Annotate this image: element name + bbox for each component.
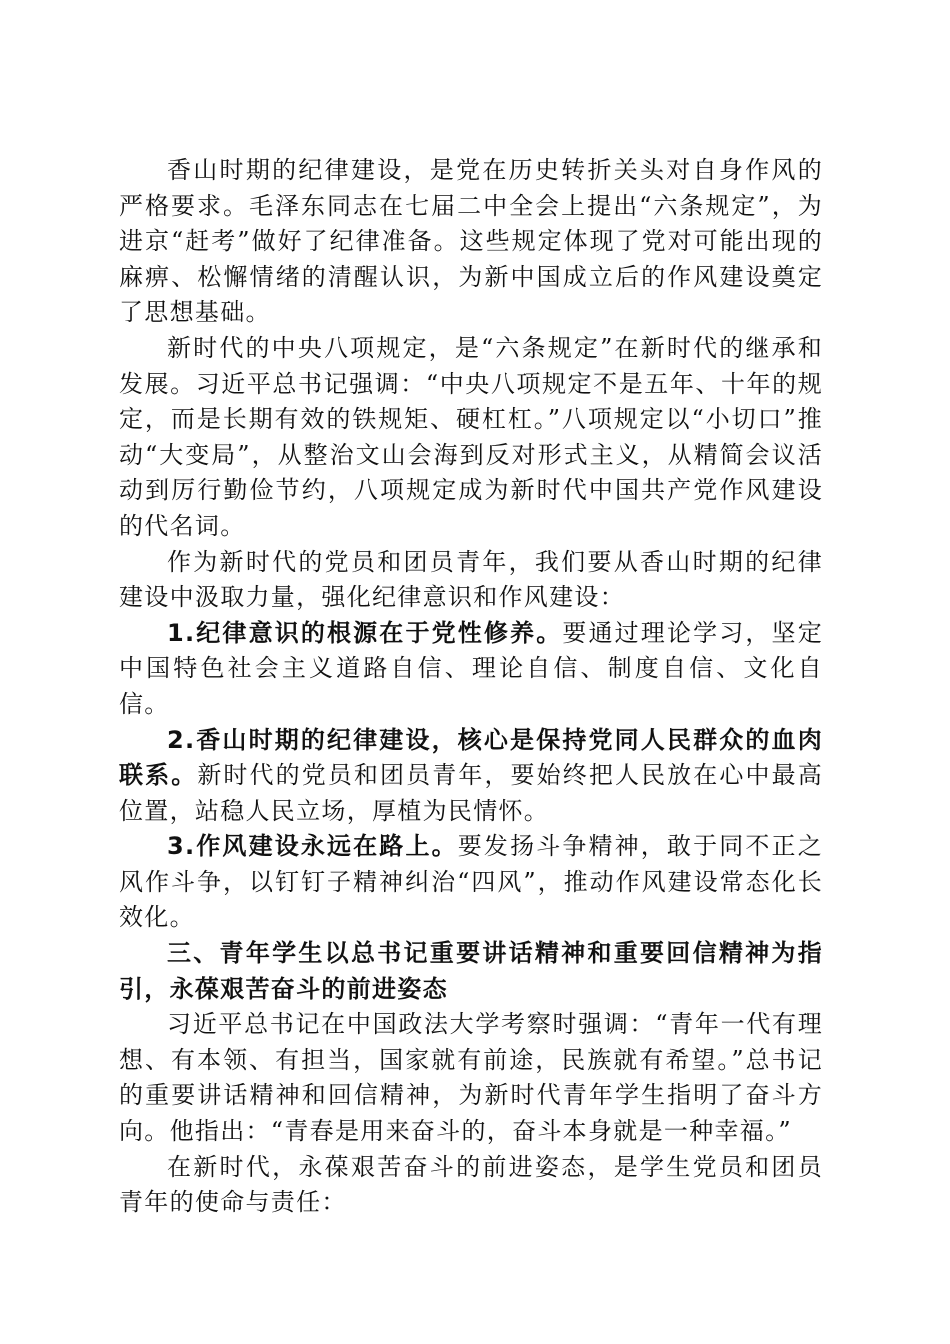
point-title: 3.作风建设永远在路上。: [167, 832, 458, 861]
document-body: [119, 153, 823, 1221]
point-title: 2.香山时期的纪律建设，核心是保持党同人民群众的血肉联系。: [119, 725, 823, 790]
paragraph-xiangshan-discipline: 香山时期的纪律建设，是党在历史转折关头对自身作风的严格要求。毛泽东同志在七届二中全会上提出“六条规定”，为进京“赶考”做好了纪律准备。这些规定体现了党对可能出现的麻痹、松懈情绪的清醒认识，为新中国成立后的作风建设奠定了思想基础。: [119, 156, 823, 327]
point-text: 要发扬斗争精神，敢于同不正之风作斗争，以钉钉子精神纠治“四风”，推动作风建设常态化长效化。: [119, 832, 824, 932]
paragraph-eight-regulations: 新时代的中央八项规定，是“六条规定”在新时代的继承和发展。习近平总书记强调：“中央八项规定不是五年、十年的规定，而是长期有效的铁规矩、硬杠杠。”八项规定以“小切口”推动“大变局”，从整治文山会海到反对形式主义，从精简会议活动到厉行勤俭节约，八项规定成为新时代中国共产党作风建设的代名词。: [119, 333, 823, 540]
paragraph-mission: 在新时代，永葆艰苦奋斗的前进姿态，是学生党员和团员青年的使命与责任：: [119, 1152, 823, 1217]
point-item: [119, 723, 823, 830]
paragraph-speech-quote: 习近平总书记在中国政法大学考察时强调：“青年一代有理想、有本领、有担当，国家就有前途，民族就有希望。”总书记的重要讲话精神和回信精神，为新时代青年学生指明了奋斗方向。他指出：“青春是用来奋斗的，奋斗本身就是一种幸福。”: [119, 1010, 823, 1146]
point-item: [119, 829, 823, 936]
point-title: 1.纪律意识的根源在于党性修养。: [167, 618, 563, 647]
paragraph-youth-intro: 作为新时代的党员和团员青年，我们要从香山时期的纪律建设中汲取力量，强化纪律意识和作风建设：: [119, 547, 823, 612]
section-heading: 三、青年学生以总书记重要讲话精神和重要回信精神为指引，永葆艰苦奋斗的前进姿态: [119, 939, 823, 1003]
point-text: 要通过理论学习，坚定中国特色社会主义道路自信、理论自信、制度自信、文化自信。: [119, 618, 823, 718]
point-text: 新时代的党员和团员青年，要始终把人民放在心中最高位置，站稳人民立场，厚植为民情怀。: [119, 761, 823, 825]
point-item: [119, 616, 823, 723]
